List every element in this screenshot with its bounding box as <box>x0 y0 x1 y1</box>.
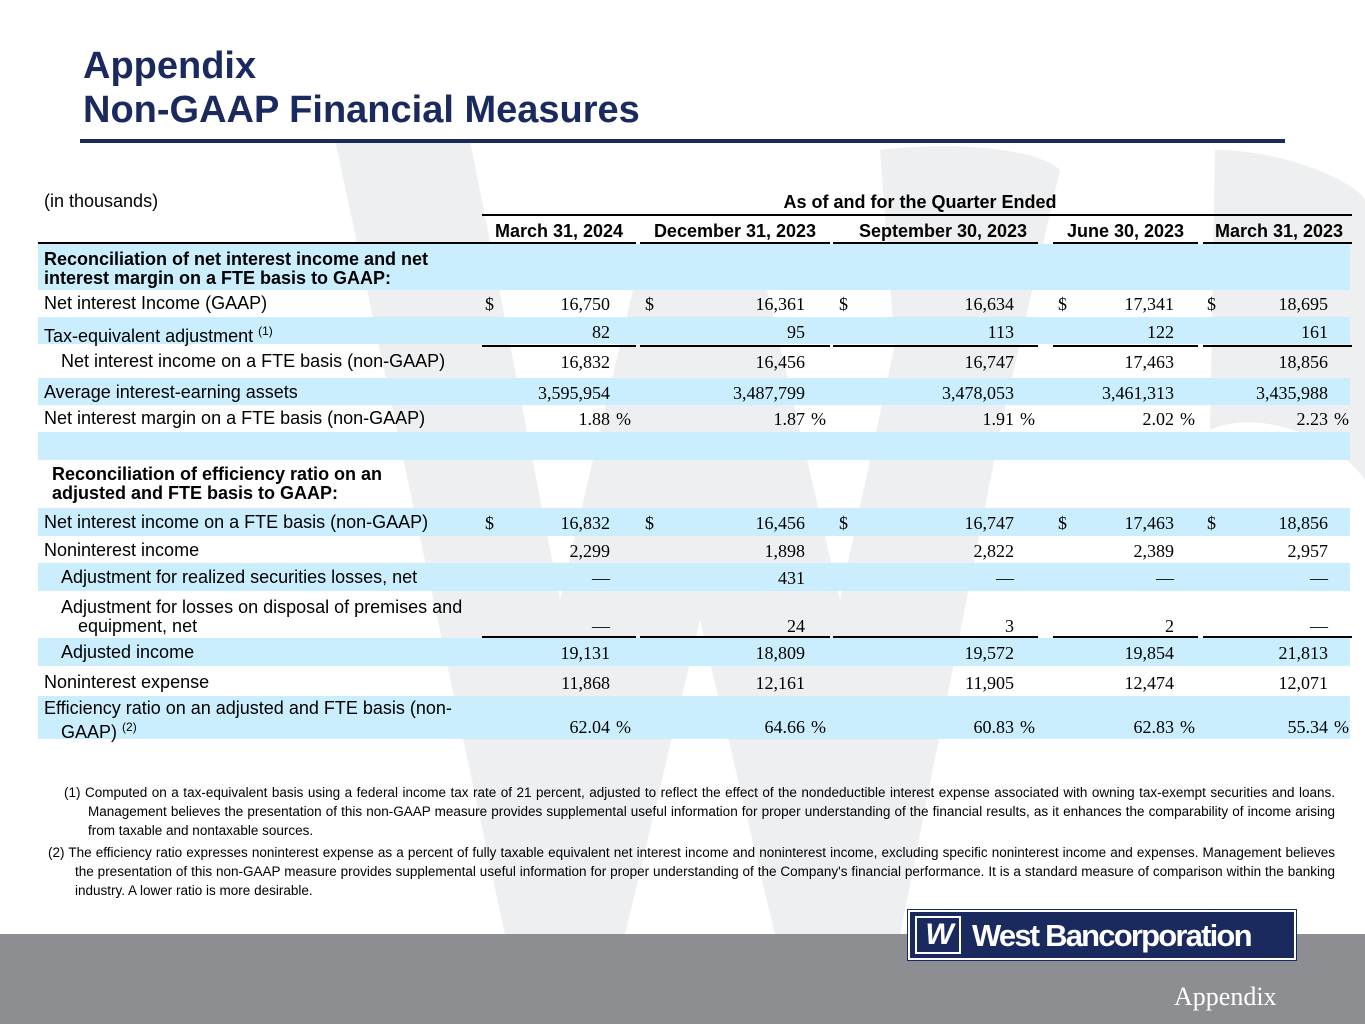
value-cell: 24 <box>787 616 805 636</box>
value-cell: 12,161 <box>755 673 805 693</box>
value-cell: 82 <box>592 322 610 342</box>
row-label: Noninterest expense <box>44 672 210 692</box>
value-cell: 21,813 <box>1278 643 1328 663</box>
value-cell: 3,595,954 <box>538 383 610 403</box>
row-label-text: Efficiency ratio on an adjusted and FTE basis (non-GAAP) <box>44 698 452 742</box>
table-row <box>38 666 1350 696</box>
percent-symbol: % <box>616 717 631 737</box>
table-row <box>38 317 1350 344</box>
value-cell: 16,747 <box>964 513 1014 533</box>
value-cell: 1,898 <box>764 541 805 561</box>
value-cell: 60.83 <box>973 717 1014 737</box>
value-cell: 16,747 <box>964 352 1014 372</box>
table-row <box>38 405 1350 432</box>
title-line-1: Appendix <box>83 45 257 87</box>
column-header: June 30, 2023 <box>1066 221 1185 241</box>
section-2-heading-row <box>38 460 1350 508</box>
percent-symbol: % <box>1334 409 1349 429</box>
footnote-1: (1) Computed on a tax-equivalent basis using a federal income tax rate of 21 percent, adjusted to reflect the effect of the nondeductible interest expense associated with owning tax-exempt securities and loans. Management believes the presentation of this non-GAAP measure provides supplemental useful information for proper understanding of the financial results, as it enhances the comparability of income arising from taxable and nontaxable sources. <box>64 785 1335 838</box>
value-cell: 12,474 <box>1124 673 1174 693</box>
value-cell: — <box>592 616 610 636</box>
currency-symbol: $ <box>1058 513 1067 533</box>
table-row <box>38 536 1350 563</box>
currency-symbol: $ <box>645 294 654 314</box>
value-cell: 1.91 <box>982 409 1014 429</box>
value-cell: 11,905 <box>965 673 1014 693</box>
column-rule <box>1203 242 1352 244</box>
value-cell: 18,856 <box>1278 352 1328 372</box>
value-cell: 3,461,313 <box>1102 383 1174 403</box>
row-label: Net interest Income (GAAP) <box>44 293 268 313</box>
subtotal-rule <box>1203 345 1352 347</box>
currency-symbol: $ <box>839 513 848 533</box>
header-rule <box>482 214 1352 216</box>
value-cell: 3 <box>1005 616 1014 636</box>
percent-symbol: % <box>616 409 631 429</box>
value-cell: 11,868 <box>561 673 610 693</box>
value-cell: 55.34 <box>1287 717 1328 737</box>
value-cell: 16,456 <box>755 513 805 533</box>
column-rule <box>38 242 636 244</box>
subtotal-rule <box>640 636 830 638</box>
table-row <box>38 591 1350 636</box>
value-cell: 95 <box>787 322 805 342</box>
value-cell: 62.04 <box>569 717 610 737</box>
value-cell: 2 <box>1165 616 1174 636</box>
subtotal-rule <box>1203 636 1352 638</box>
percent-symbol: % <box>811 717 826 737</box>
value-cell: 1.87 <box>773 409 805 429</box>
subtotal-rule <box>833 636 1038 638</box>
subtotal-rule <box>482 345 636 347</box>
table-row <box>38 508 1350 536</box>
percent-symbol: % <box>1180 717 1195 737</box>
currency-symbol: $ <box>1207 513 1216 533</box>
percent-symbol: % <box>1020 717 1035 737</box>
value-cell: 17,463 <box>1124 513 1174 533</box>
title-underline <box>80 139 1285 143</box>
period-header: As of and for the Quarter Ended <box>783 192 1057 212</box>
value-cell: 18,809 <box>755 643 805 663</box>
value-cell: 19,131 <box>560 643 610 663</box>
value-cell: 16,832 <box>560 513 610 533</box>
percent-symbol: % <box>1020 409 1035 429</box>
subtotal-rule <box>482 636 636 638</box>
column-rule <box>1053 242 1198 244</box>
footnote-ref: (2) <box>122 720 137 734</box>
row-label <box>44 322 273 346</box>
value-cell: 62.83 <box>1133 717 1174 737</box>
value-cell: 1.88 <box>578 409 610 429</box>
row-label: Net interest income on a FTE basis (non-GAAP) <box>61 351 446 371</box>
table-row <box>38 290 1350 317</box>
row-label: Average interest-earning assets <box>44 382 298 402</box>
value-cell: 19,572 <box>964 643 1014 663</box>
value-cell: 2.23 <box>1296 409 1328 429</box>
row-label: Noninterest income <box>44 540 200 560</box>
footnote-2: (2) The efficiency ratio expresses noninterest expense as a percent of fully taxable equivalent net interest income and noninterest income, excluding specific noninterest income and expenses. Management believes the presentation of this non-GAAP measure provides supplemental useful information for proper understanding of the Company's financial performance. It is a standard measure of comparison within the banking industry. A lower ratio is more desirable. <box>48 845 1335 898</box>
value-cell: 16,456 <box>755 352 805 372</box>
section-1-heading <box>44 250 474 288</box>
page-title <box>83 44 640 132</box>
value-cell: 19,854 <box>1124 643 1174 663</box>
row-label-text: Tax-equivalent adjustment <box>44 326 254 346</box>
row-label: Adjusted income <box>61 642 195 662</box>
value-cell: — <box>1310 568 1328 588</box>
value-cell: 16,832 <box>560 352 610 372</box>
value-cell: 2,822 <box>973 541 1014 561</box>
value-cell: 2,389 <box>1133 541 1174 561</box>
percent-symbol: % <box>1334 717 1349 737</box>
units-label: (in thousands) <box>44 191 159 211</box>
row-label <box>44 699 501 742</box>
section-1-heading-text: Reconciliation of net interest income and net interest margin on a FTE basis to GAAP: <box>44 249 429 288</box>
value-cell: 431 <box>778 568 805 588</box>
section-1-heading-row <box>38 244 1350 290</box>
title-line-2: Non-GAAP Financial Measures <box>83 89 640 131</box>
row-label: Adjustment for losses on disposal of premises and equipment, net <box>61 597 463 636</box>
value-cell: 17,463 <box>1124 352 1174 372</box>
percent-symbol: % <box>811 409 826 429</box>
currency-symbol: $ <box>1058 294 1067 314</box>
value-cell: 16,750 <box>560 294 610 314</box>
footnote-ref: (1) <box>258 324 273 338</box>
value-cell: 3,435,988 <box>1256 383 1328 403</box>
logo-mark: W <box>915 916 961 954</box>
row-label: Net interest margin on a FTE basis (non-GAAP) <box>44 408 426 428</box>
currency-symbol: $ <box>485 513 494 533</box>
column-header: September 30, 2023 <box>858 221 1028 241</box>
value-cell: — <box>1310 616 1328 636</box>
value-cell: 18,856 <box>1278 513 1328 533</box>
value-cell: 113 <box>987 322 1014 342</box>
value-cell: 12,071 <box>1278 673 1328 693</box>
column-header: March 31, 2023 <box>1214 221 1344 241</box>
row-label: Adjustment for realized securities losses, net <box>61 567 418 587</box>
value-cell: 3,478,053 <box>942 383 1014 403</box>
percent-symbol: % <box>1180 409 1195 429</box>
currency-symbol: $ <box>839 294 848 314</box>
subtotal-rule <box>833 345 1038 347</box>
value-cell: 18,695 <box>1278 294 1328 314</box>
value-cell: 64.66 <box>764 717 805 737</box>
subtotal-rule <box>1053 636 1198 638</box>
value-cell: 17,341 <box>1124 294 1174 314</box>
column-header: December 31, 2023 <box>653 221 817 241</box>
subtotal-rule <box>640 345 830 347</box>
logo-text: West Bancorporation <box>972 918 1251 953</box>
value-cell: 2,299 <box>569 541 610 561</box>
value-cell: 16,361 <box>755 294 805 314</box>
table-row <box>38 638 1350 666</box>
column-rule <box>640 242 830 244</box>
value-cell: 161 <box>1301 322 1328 342</box>
value-cell: 16,634 <box>964 294 1014 314</box>
section-2-heading: Reconciliation of efficiency ratio on an adjusted and FTE basis to GAAP: <box>52 464 383 503</box>
column-rule <box>833 242 1038 244</box>
table-row <box>38 378 1350 405</box>
column-header: March 31, 2024 <box>494 221 624 241</box>
table-row <box>38 696 1350 742</box>
value-cell: — <box>1156 568 1174 588</box>
value-cell: 2.02 <box>1142 409 1174 429</box>
footer-section-label: Appendix <box>1174 982 1277 1011</box>
value-cell: — <box>996 568 1014 588</box>
table-row <box>38 563 1350 591</box>
value-cell: 2,957 <box>1287 541 1328 561</box>
value-cell: 3,487,799 <box>733 383 805 403</box>
currency-symbol: $ <box>485 294 494 314</box>
subtotal-rule <box>1053 345 1198 347</box>
currency-symbol: $ <box>645 513 654 533</box>
row-label: Net interest income on a FTE basis (non-GAAP) <box>44 512 429 532</box>
spacer-row <box>38 432 1350 460</box>
currency-symbol: $ <box>1207 294 1216 314</box>
west-bancorporation-logo <box>908 910 1296 960</box>
table-row <box>38 348 1350 376</box>
value-cell: — <box>592 568 610 588</box>
value-cell: 122 <box>1147 322 1174 342</box>
